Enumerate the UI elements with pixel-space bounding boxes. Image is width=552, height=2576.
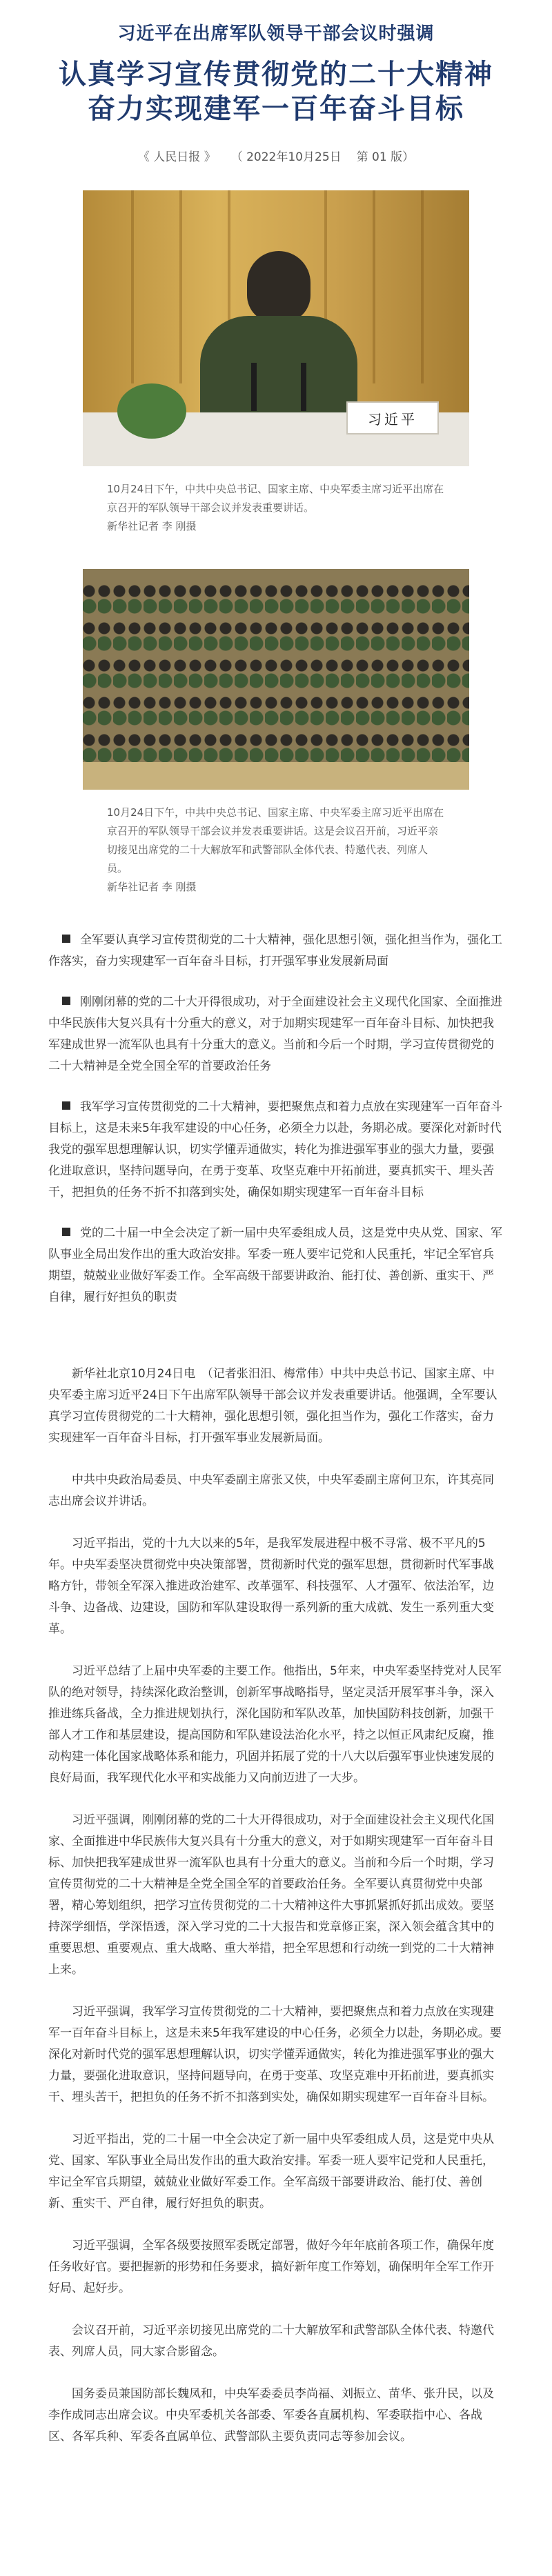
speaker-body bbox=[200, 316, 357, 419]
body-paragraph: 中共中央政治局委员、中央军委副主席张又侠，中央军委副主席何卫东，许其亮同志出席会议并讲话。 bbox=[48, 1473, 494, 1508]
body-paragraph: 国务委员兼国防部长魏凤和，中央军委委员李尚福、刘振立、苗华、张升民，以及李作成同志出席会议。中央军委机关各部委、军委各直属机构、军委联指中心、各战区、各军兵种、军委各直属单位、武警部队主要负责同志等参加会议。 bbox=[48, 2387, 494, 2444]
bullet-square-icon bbox=[62, 1101, 70, 1110]
caption-text: 10月24日下午，中共中央总书记、国家主席、中央军委主席习近平出席在京召开的军队领导干部会议并发表重要讲话。这是会议召开前，习近平亲切接见出席党的二十大解放军和武警部队全体代表、特邀代表、列席人员。 bbox=[107, 806, 444, 875]
microphone bbox=[251, 363, 257, 411]
title-line-2: 奋力实现建军一百年奋斗目标 bbox=[88, 93, 464, 125]
photo-group bbox=[83, 569, 469, 790]
body-paragraph: 习近平指出，党的二十届一中全会决定了新一届中央军委组成人员，这是党中央从党、国家、军队事业全局出发作出的重大政治安排。军委一班人要牢记党和人民重托，牢记全军官兵期望，兢兢业业做好军委工作。全军高级干部要讲政治、能打仗、善创新、重实干、严自律，履行好担负的职责。 bbox=[48, 2133, 494, 2210]
summary-points bbox=[48, 930, 504, 1308]
body-paragraph: 会议召开前，习近平亲切接见出席党的二十大解放军和武警部队全体代表、特邀代表、列席人员，同大家合影留念。 bbox=[48, 2324, 494, 2359]
title-line-1: 认真学习宣传贯彻党的二十大精神 bbox=[59, 59, 493, 90]
group-row bbox=[83, 620, 469, 656]
caption-text: 10月24日下午，中共中央总书记、国家主席、中央军委主席习近平出席在京召开的军队领导干部会议并发表重要讲话。 bbox=[107, 483, 444, 514]
body-paragraph: 习近平总结了上届中央军委的主要工作。他指出，5年来，中央军委坚持党对人民军队的绝对领导，持续深化政治整训，创新军事战略指导，坚定灵活开展军事斗争，深入推进练兵备战，全力推进规划执行，深化国防和军队改革，加快国防科技创新，加强干部人才工作和基层建设，提高国防和军队建设法治化水平，持之以恒正风肃纪反腐，推动构建一体化国家战略体系和能力，巩固并拓展了党的十八大以后强军事业快速发展的良好局面，我军现代化水平和实战能力又向前迈进了一大步。 bbox=[48, 1664, 502, 1785]
body-paragraph: 习近平强调，全军各级要按照军委既定部署，做好今年年底前各项工作，确保年度任务收好官。要把握新的形势和任务要求，搞好新年度工作筹划，确保明年全军工作开好局、起好步。 bbox=[48, 2239, 494, 2295]
source-line bbox=[48, 147, 504, 164]
photo-caption-1 bbox=[107, 480, 445, 536]
speaker-head bbox=[247, 251, 310, 323]
microphone bbox=[301, 363, 306, 411]
body-paragraph: 习近平强调，刚刚闭幕的党的二十大开得很成功，对于全面建设社会主义现代化国家、全面推进中华民族伟大复兴具有十分重大的意义，对于如期实现建军一百年奋斗目标、加快把我军建成世界一流军队也具有十分重大的意义。当前和今后一个时期，学习宣传贯彻党的二十大精神是全党全国全军的首要政治任务。全军要认真贯彻党中央部署，精心筹划组织，把学习宣传贯彻党的二十大精神这件大事抓紧抓好抓出成效。要坚持深学细悟，学深悟透，深入学习党的二十大报告和党章修正案，深入领会蕴含其中的重要思想、重要观点、重大战略、重大举措，把全军思想和行动统一到党的二十大精神上来。 bbox=[48, 1813, 494, 1977]
screen-panel bbox=[131, 190, 134, 383]
summary-point: 刚刚闭幕的党的二十大开得很成功，对于全面建设社会主义现代化国家、全面推进中华民族伟大复兴具有十分重大的意义，对于加期实现建军一百年奋斗目标、加快把我军建成世界一流军队也具有十分重大的意义。当前和今后一个时期，学习宣传贯彻党的二十大精神是全党全国全军的首要政治任务 bbox=[48, 995, 502, 1073]
screen-panel bbox=[373, 190, 375, 383]
bullet-square-icon bbox=[62, 1228, 70, 1236]
photo-credit: 新华社记者 李 刚摄 bbox=[107, 520, 197, 532]
body-paragraph: 习近平强调，我军学习宣传贯彻党的二十大精神，要把聚焦点和着力点放在实现建军一百年奋斗目标上，这是未来5年我军建设的中心任务，必须全力以赴，务期必成。要深化对新时代党的强军思想理解认识，切实学懂弄通做实，转化为推进强军事业的强大力量，要强化进取意识，坚持问题导向，在勇于变革、攻坚克难中开拓前进，要真抓实干、埋头苦干，把担负的任务不折不扣落到实处，确保如期实现建军一百年奋斗目标。 bbox=[48, 2005, 502, 2104]
bullet-square-icon bbox=[62, 935, 70, 943]
flower-arrangement bbox=[117, 383, 186, 439]
nameplate: 习近平 bbox=[346, 401, 439, 435]
source-name: 《 人民日报 》 bbox=[137, 150, 216, 164]
screen-panel bbox=[179, 190, 182, 383]
summary-point: 全军要认真学习宣传贯彻党的二十大精神，强化思想引领，强化担当作为，强化工作落实，奋力实现建军一百年奋斗目标，打开强军事业发展新局面 bbox=[48, 933, 502, 968]
article-body bbox=[48, 1364, 504, 2448]
photo-caption-2 bbox=[107, 803, 445, 897]
photo-credit: 新华社记者 李 刚摄 bbox=[107, 881, 197, 893]
publish-date: （ 2022年10月25日 bbox=[230, 150, 342, 164]
stage bbox=[83, 762, 469, 790]
article-title bbox=[48, 57, 504, 126]
group-row bbox=[83, 657, 469, 693]
group-row bbox=[83, 583, 469, 619]
body-paragraph: 新华社北京10月24日电 （记者张汨汨、梅常伟）中共中央总书记、国家主席、中央军委主席习近平24日下午出席军队领导干部会议并发表重要讲话。他强调，全军要认真学习宣传贯彻党的二十大精神，强化思想引领，强化担当作为，强化工作落实，奋力实现建军一百年奋斗目标，打开强军事业发展新局面。 bbox=[48, 1367, 497, 1445]
bullet-square-icon bbox=[62, 997, 70, 1005]
photo-speech bbox=[83, 190, 469, 466]
body-paragraph: 习近平指出，党的十九大以来的5年，是我军发展进程中极不寻常、极不平凡的5年。中央军委坚决贯彻党中央决策部署，贯彻新时代党的强军思想，贯彻新时代军事战略方针，带领全军深入推进政治建军、改革强军、科技强军、人才强军、依法治军，边斗争、边备战、边建设，国防和军队建设取得一系列新的重大成就、发生一系列重大变革。 bbox=[48, 1537, 494, 1636]
summary-point: 我军学习宣传贯彻党的二十大精神，要把聚焦点和着力点放在实现建军一百年奋斗目标上，这是未来5年我军建设的中心任务，必须全力以赴，务期必成。要深化对新时代我党的强军思想理解认识，切实学懂弄通做实，转化为推进强军事业的强大力量，要强化进取意识，坚持问题导向，在勇于变革、攻坚克难中开拓前进，要真抓实干、埋头苦干，把担负的任务不折不扣落到实处，确保如期实现建军一百年奋斗目标 bbox=[48, 1100, 502, 1199]
screen-panel bbox=[421, 190, 424, 383]
article-kicker: 习近平在出席军队领导干部会议时强调 bbox=[117, 23, 435, 44]
page-number: 第 01 版） bbox=[356, 150, 415, 164]
group-row bbox=[83, 695, 469, 730]
summary-point: 党的二十届一中全会决定了新一届中央军委组成人员，这是党中央从党、国家、军队事业全局出发作出的重大政治安排。军委一班人要牢记党和人民重托，牢记全军官兵期望，兢兢业业做好军委工作。全军高级干部要讲政治、能打仗、善创新、重实干、严自律，履行好担负的职责 bbox=[48, 1226, 502, 1304]
